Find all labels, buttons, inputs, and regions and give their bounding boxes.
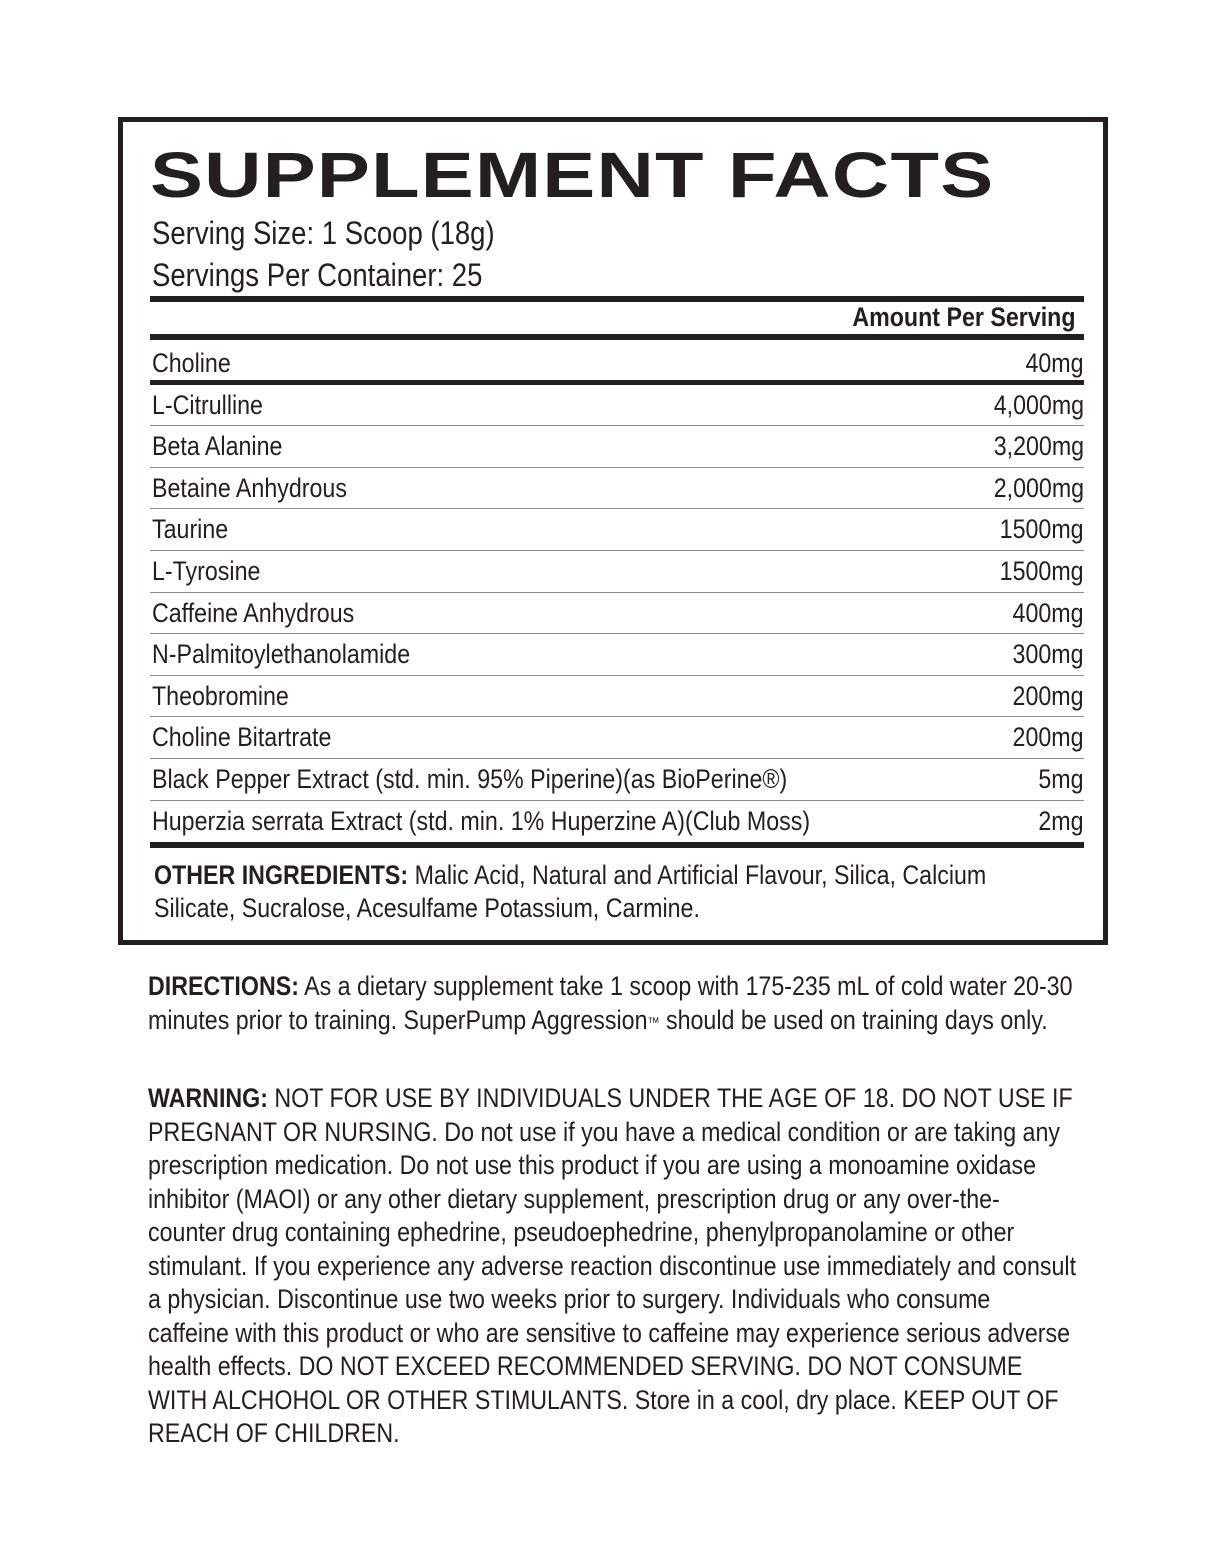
directions-text: As a dietary supplement take 1 scoop with 175-235 mL of cold water 20-30 minutes prior to training. SuperPump Aggression [148, 971, 1073, 1035]
ingredient-amount: 1500mg [1000, 514, 1084, 545]
servings-per-container: Servings Per Container: 25 [152, 257, 483, 293]
ingredient-amount: 4,000mg [993, 389, 1084, 420]
ingredient-name: Theobromine [152, 680, 289, 711]
ingredient-row [150, 551, 1084, 593]
ingredient-row [150, 801, 1084, 848]
trademark-symbol: ™ [647, 1013, 660, 1030]
ingredient-name: Choline [152, 348, 231, 378]
ingredient-amount: 5mg [1038, 763, 1084, 794]
serving-size: Serving Size: 1 Scoop (18g) [152, 215, 495, 251]
ingredient-amount: 300mg [1012, 639, 1084, 670]
ingredient-name: Black Pepper Extract (std. min. 95% Piperine)(as BioPerine®) [152, 763, 788, 794]
ingredient-amount: 40mg [1025, 348, 1084, 378]
ingredient-amount: 1500mg [1000, 555, 1084, 586]
ingredient-row [150, 717, 1084, 759]
directions-section [148, 970, 1077, 1037]
ingredient-row [150, 343, 1084, 385]
ingredient-row [150, 676, 1084, 718]
warning-section [148, 1082, 1077, 1451]
ingredient-name: Huperzia serrata Extract (std. min. 1% Huperzine A)(Club Moss) [152, 805, 811, 836]
ingredient-name: Beta Alanine [152, 431, 283, 462]
warning-label: WARNING: [148, 1083, 268, 1113]
ingredient-name: Choline Bitartrate [152, 722, 332, 753]
ingredient-list [150, 343, 1084, 848]
ingredient-row [150, 426, 1084, 468]
ingredient-name: Caffeine Anhydrous [152, 597, 355, 628]
other-ingredients-label: OTHER INGREDIENTS: [154, 860, 409, 890]
ingredient-row [150, 634, 1084, 676]
directions-label: DIRECTIONS: [148, 971, 299, 1001]
ingredient-name: L-Citrulline [152, 389, 263, 420]
divider-thick [150, 334, 1084, 340]
ingredient-amount: 400mg [1012, 597, 1084, 628]
ingredient-amount: 200mg [1012, 722, 1084, 753]
other-ingredients-text: Malic Acid, Natural and Artificial Flavour, Silica, Calcium Silicate, Sucralose, Acesulfame Potassium, Carmine. [154, 860, 987, 923]
ingredient-amount: 2mg [1038, 805, 1084, 836]
ingredient-name: Taurine [152, 514, 229, 545]
warning-text: NOT FOR USE BY INDIVIDUALS UNDER THE AGE OF 18. DO NOT USE IF PREGNANT OR NURSING. Do not use if you have a medical condition or are taking any prescription medication. Do not use this product if you are using a monoamine oxidase inhibitor (MAOI) or any other dietary supplement, prescription drug or any over-the-counter drug containing ephedrine, pseudoephedrine, phenylpropanolamine or other stimulant. If you experience any adverse reaction discontinue use immediately and consult a physician. Discontinue use two weeks prior to surgery. Individuals who consume caffeine with this product or who are sensitive to caffeine may experience serious adverse health effects. DO NOT EXCEED RECOMMENDED SERVING. DO NOT CONSUME WITH ALCHOHOL OR OTHER STIMULANTS. Store in a cool, dry place. KEEP OUT OF REACH OF CHILDREN. [148, 1083, 1077, 1448]
other-ingredients [154, 859, 1014, 925]
ingredient-row [150, 468, 1084, 510]
directions-text-end: should be used on training days only. [659, 1004, 1048, 1035]
ingredient-name: N-Palmitoylethanolamide [152, 639, 411, 670]
ingredient-name: L-Tyrosine [152, 555, 261, 586]
ingredient-row [150, 385, 1084, 427]
ingredient-amount: 200mg [1012, 680, 1084, 711]
ingredient-row [150, 593, 1084, 635]
ingredient-name: Betaine Anhydrous [152, 472, 347, 503]
ingredient-row [150, 509, 1084, 551]
ingredient-row [150, 759, 1084, 801]
ingredient-amount: 3,200mg [993, 431, 1084, 462]
ingredient-amount: 2,000mg [993, 472, 1084, 503]
amount-per-serving-header: Amount Per Serving [852, 302, 1076, 332]
supplement-facts-panel [118, 117, 1108, 945]
facts-title: SUPPLEMENT FACTS [150, 139, 995, 211]
